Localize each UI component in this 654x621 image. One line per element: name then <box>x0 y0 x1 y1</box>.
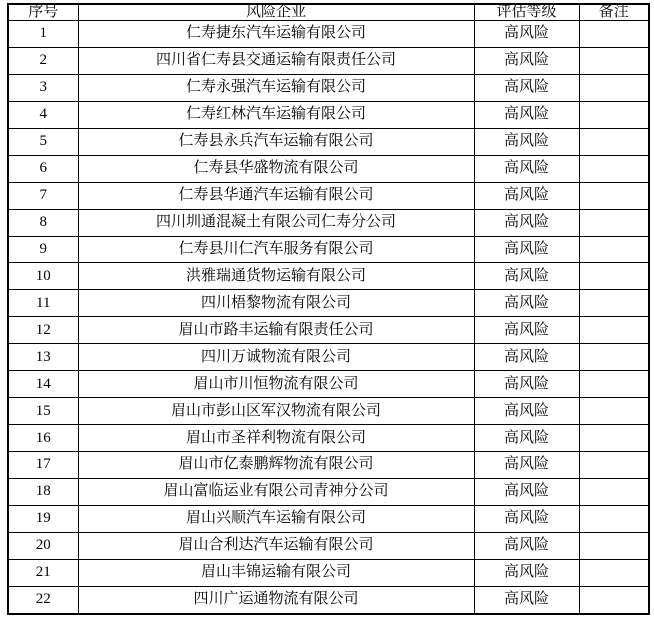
risk-level-cell: 高风险 <box>474 101 579 128</box>
table-row <box>8 559 649 586</box>
table-row <box>8 128 649 155</box>
remark-cell <box>579 559 649 586</box>
remark-cell <box>579 182 649 209</box>
risk-level-cell: 高风险 <box>474 236 579 263</box>
risk-level-cell: 高风险 <box>474 128 579 155</box>
remark-cell <box>579 478 649 505</box>
row-index-cell: 3 <box>8 74 78 101</box>
row-index-cell: 10 <box>8 263 78 290</box>
remark-cell <box>579 398 649 425</box>
column-header-index: 序号 <box>8 4 78 21</box>
remark-cell <box>579 425 649 452</box>
row-index-cell: 19 <box>8 505 78 532</box>
row-index-cell: 1 <box>8 21 78 48</box>
company-name-cell: 眉山合利达汽车运输有限公司 <box>78 532 474 559</box>
table-row <box>8 290 649 317</box>
table-row <box>8 478 649 505</box>
column-header-company: 风险企业 <box>78 4 474 21</box>
table-row <box>8 586 649 614</box>
risk-level-cell: 高风险 <box>474 452 579 479</box>
company-name-cell: 仁寿红林汽车运输有限公司 <box>78 101 474 128</box>
row-index-cell: 17 <box>8 452 78 479</box>
risk-enterprise-table <box>7 3 650 615</box>
remark-cell <box>579 128 649 155</box>
company-name-cell: 四川圳通混凝土有限公司仁寿分公司 <box>78 209 474 236</box>
column-header-remark: 备注 <box>579 4 649 21</box>
table-row <box>8 317 649 344</box>
company-name-cell: 仁寿捷东汽车运输有限公司 <box>78 21 474 48</box>
company-name-cell: 四川广运通物流有限公司 <box>78 586 474 614</box>
table-row <box>8 21 649 48</box>
row-index-cell: 12 <box>8 317 78 344</box>
risk-level-cell: 高风险 <box>474 559 579 586</box>
company-name-cell: 仁寿永强汽车运输有限公司 <box>78 74 474 101</box>
risk-level-cell: 高风险 <box>474 478 579 505</box>
remark-cell <box>579 74 649 101</box>
table-row <box>8 182 649 209</box>
company-name-cell: 眉山市川恒物流有限公司 <box>78 371 474 398</box>
table-row <box>8 505 649 532</box>
risk-level-cell: 高风险 <box>474 155 579 182</box>
company-name-cell: 四川省仁寿县交通运输有限责任公司 <box>78 47 474 74</box>
remark-cell <box>579 209 649 236</box>
company-name-cell: 眉山富临运业有限公司青神分公司 <box>78 478 474 505</box>
remark-cell <box>579 47 649 74</box>
table-row <box>8 74 649 101</box>
remark-cell <box>579 532 649 559</box>
risk-level-cell: 高风险 <box>474 532 579 559</box>
company-name-cell: 四川梧黎物流有限公司 <box>78 290 474 317</box>
risk-level-cell: 高风险 <box>474 371 579 398</box>
row-index-cell: 7 <box>8 182 78 209</box>
row-index-cell: 22 <box>8 586 78 614</box>
remark-cell <box>579 371 649 398</box>
company-name-cell: 仁寿县永兵汽车运输有限公司 <box>78 128 474 155</box>
company-name-cell: 仁寿县华盛物流有限公司 <box>78 155 474 182</box>
company-name-cell: 眉山兴顺汽车运输有限公司 <box>78 505 474 532</box>
row-index-cell: 11 <box>8 290 78 317</box>
row-index-cell: 16 <box>8 425 78 452</box>
table-row <box>8 263 649 290</box>
table-row <box>8 47 649 74</box>
row-index-cell: 2 <box>8 47 78 74</box>
risk-level-cell: 高风险 <box>474 505 579 532</box>
table-row <box>8 452 649 479</box>
risk-level-cell: 高风险 <box>474 74 579 101</box>
table-row <box>8 532 649 559</box>
row-index-cell: 4 <box>8 101 78 128</box>
risk-level-cell: 高风险 <box>474 182 579 209</box>
company-name-cell: 仁寿县川仁汽车服务有限公司 <box>78 236 474 263</box>
table-row <box>8 371 649 398</box>
remark-cell <box>579 586 649 614</box>
table-row <box>8 155 649 182</box>
row-index-cell: 21 <box>8 559 78 586</box>
row-index-cell: 13 <box>8 344 78 371</box>
remark-cell <box>579 505 649 532</box>
risk-level-cell: 高风险 <box>474 290 579 317</box>
column-header-level: 评估等级 <box>474 4 579 21</box>
remark-cell <box>579 263 649 290</box>
row-index-cell: 20 <box>8 532 78 559</box>
table-row <box>8 398 649 425</box>
row-index-cell: 8 <box>8 209 78 236</box>
company-name-cell: 眉山丰锦运输有限公司 <box>78 559 474 586</box>
company-name-cell: 眉山市亿泰鹏辉物流有限公司 <box>78 452 474 479</box>
remark-cell <box>579 452 649 479</box>
remark-cell <box>579 21 649 48</box>
table-row <box>8 209 649 236</box>
table-body <box>8 21 649 615</box>
risk-level-cell: 高风险 <box>474 21 579 48</box>
remark-cell <box>579 236 649 263</box>
risk-level-cell: 高风险 <box>474 47 579 74</box>
risk-level-cell: 高风险 <box>474 586 579 614</box>
company-name-cell: 四川万诚物流有限公司 <box>78 344 474 371</box>
row-index-cell: 18 <box>8 478 78 505</box>
row-index-cell: 14 <box>8 371 78 398</box>
table-row <box>8 236 649 263</box>
risk-level-cell: 高风险 <box>474 425 579 452</box>
remark-cell <box>579 101 649 128</box>
table-row <box>8 101 649 128</box>
remark-cell <box>579 155 649 182</box>
remark-cell <box>579 290 649 317</box>
risk-level-cell: 高风险 <box>474 317 579 344</box>
table-row <box>8 425 649 452</box>
row-index-cell: 6 <box>8 155 78 182</box>
company-name-cell: 眉山市圣祥利物流有限公司 <box>78 425 474 452</box>
risk-level-cell: 高风险 <box>474 209 579 236</box>
company-name-cell: 洪雅瑞通货物运输有限公司 <box>78 263 474 290</box>
row-index-cell: 9 <box>8 236 78 263</box>
company-name-cell: 眉山市路丰运输有限责任公司 <box>78 317 474 344</box>
remark-cell <box>579 344 649 371</box>
company-name-cell: 仁寿县华通汽车运输有限公司 <box>78 182 474 209</box>
company-name-cell: 眉山市彭山区军汉物流有限公司 <box>78 398 474 425</box>
risk-level-cell: 高风险 <box>474 398 579 425</box>
header-row <box>8 4 649 21</box>
risk-level-cell: 高风险 <box>474 344 579 371</box>
remark-cell <box>579 317 649 344</box>
row-index-cell: 5 <box>8 128 78 155</box>
table-row <box>8 344 649 371</box>
row-index-cell: 15 <box>8 398 78 425</box>
risk-level-cell: 高风险 <box>474 263 579 290</box>
